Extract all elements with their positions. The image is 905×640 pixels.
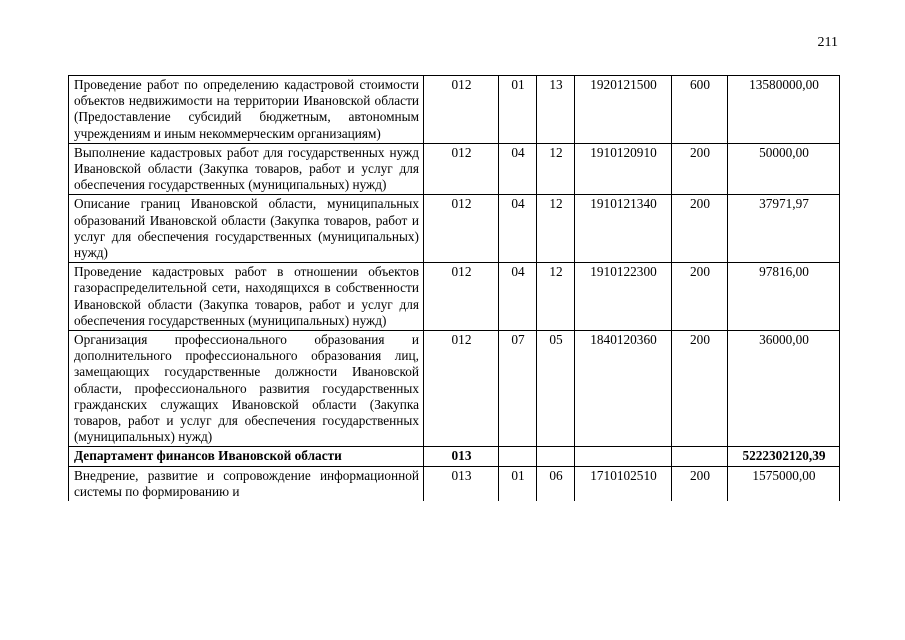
department-name: Департамент финансов Ивановской области <box>69 447 424 466</box>
table-row <box>69 331 840 447</box>
row-grbs-code: 012 <box>424 263 499 331</box>
row-subsection-code: 12 <box>537 143 575 195</box>
table-row <box>69 195 840 263</box>
row-section-code: 01 <box>499 466 537 501</box>
department-grbs-code: 013 <box>424 447 499 466</box>
row-target-code: 1840120360 <box>575 331 672 447</box>
row-amount: 37971,97 <box>728 195 840 263</box>
table-row <box>69 76 840 144</box>
row-subsection-code: 12 <box>537 263 575 331</box>
table-row <box>69 263 840 331</box>
row-subsection-code: 06 <box>537 466 575 501</box>
row-amount: 1575000,00 <box>728 466 840 501</box>
row-target-code: 1910121340 <box>575 195 672 263</box>
row-amount: 97816,00 <box>728 263 840 331</box>
row-grbs-code: 012 <box>424 76 499 144</box>
department-subsection-code <box>537 447 575 466</box>
department-row <box>69 447 840 466</box>
department-section-code <box>499 447 537 466</box>
row-grbs-code: 013 <box>424 466 499 501</box>
row-grbs-code: 012 <box>424 143 499 195</box>
row-amount: 50000,00 <box>728 143 840 195</box>
row-target-code: 1710102510 <box>575 466 672 501</box>
row-description: Выполнение кадастровых работ для государственных нужд Ивановской области (Закупка товаров, работ и услуг для обеспечения государственных (муниципальных) нужд) <box>69 143 424 195</box>
row-amount: 13580000,00 <box>728 76 840 144</box>
table-row <box>69 143 840 195</box>
row-subsection-code: 05 <box>537 331 575 447</box>
budget-table <box>68 75 840 501</box>
row-description: Описание границ Ивановской области, муниципальных образований Ивановской области (Закупка товаров, работ и услуг для обеспечения государственных (муниципальных) нужд) <box>69 195 424 263</box>
row-subsection-code: 13 <box>537 76 575 144</box>
department-expense-type <box>672 447 728 466</box>
row-expense-type: 600 <box>672 76 728 144</box>
row-expense-type: 200 <box>672 466 728 501</box>
row-subsection-code: 12 <box>537 195 575 263</box>
row-target-code: 1910120910 <box>575 143 672 195</box>
row-section-code: 01 <box>499 76 537 144</box>
row-target-code: 1920121500 <box>575 76 672 144</box>
row-expense-type: 200 <box>672 143 728 195</box>
row-expense-type: 200 <box>672 331 728 447</box>
row-section-code: 04 <box>499 263 537 331</box>
table-row <box>69 466 840 501</box>
row-section-code: 04 <box>499 143 537 195</box>
department-total-amount: 5222302120,39 <box>728 447 840 466</box>
row-section-code: 07 <box>499 331 537 447</box>
row-grbs-code: 012 <box>424 195 499 263</box>
row-description: Проведение кадастровых работ в отношении объектов газораспределительной сети, находящихся в собственности Ивановской области (Закупка товаров, работ и услуг для обеспечения государственных (муниципальных) нужд) <box>69 263 424 331</box>
row-target-code: 1910122300 <box>575 263 672 331</box>
row-description: Проведение работ по определению кадастровой стоимости объектов недвижимости на территории Ивановской области (Предоставление субсидий бюджетным, автономным учреждениям и иным некоммерческим организациям) <box>69 76 424 144</box>
row-section-code: 04 <box>499 195 537 263</box>
page-number: 211 <box>817 35 838 50</box>
department-target-code <box>575 447 672 466</box>
row-amount: 36000,00 <box>728 331 840 447</box>
row-description: Организация профессионального образования и дополнительного профессионального образования лиц, замещающих государственные должности Ивановской области, профессионального развития государственных гражданских служащих Ивановской области (Закупка товаров, работ и услуг для обеспечения государственных (муниципальных) нужд) <box>69 331 424 447</box>
row-description: Внедрение, развитие и сопровождение информационной системы по формированию и <box>69 466 424 501</box>
row-expense-type: 200 <box>672 263 728 331</box>
row-grbs-code: 012 <box>424 331 499 447</box>
row-expense-type: 200 <box>672 195 728 263</box>
